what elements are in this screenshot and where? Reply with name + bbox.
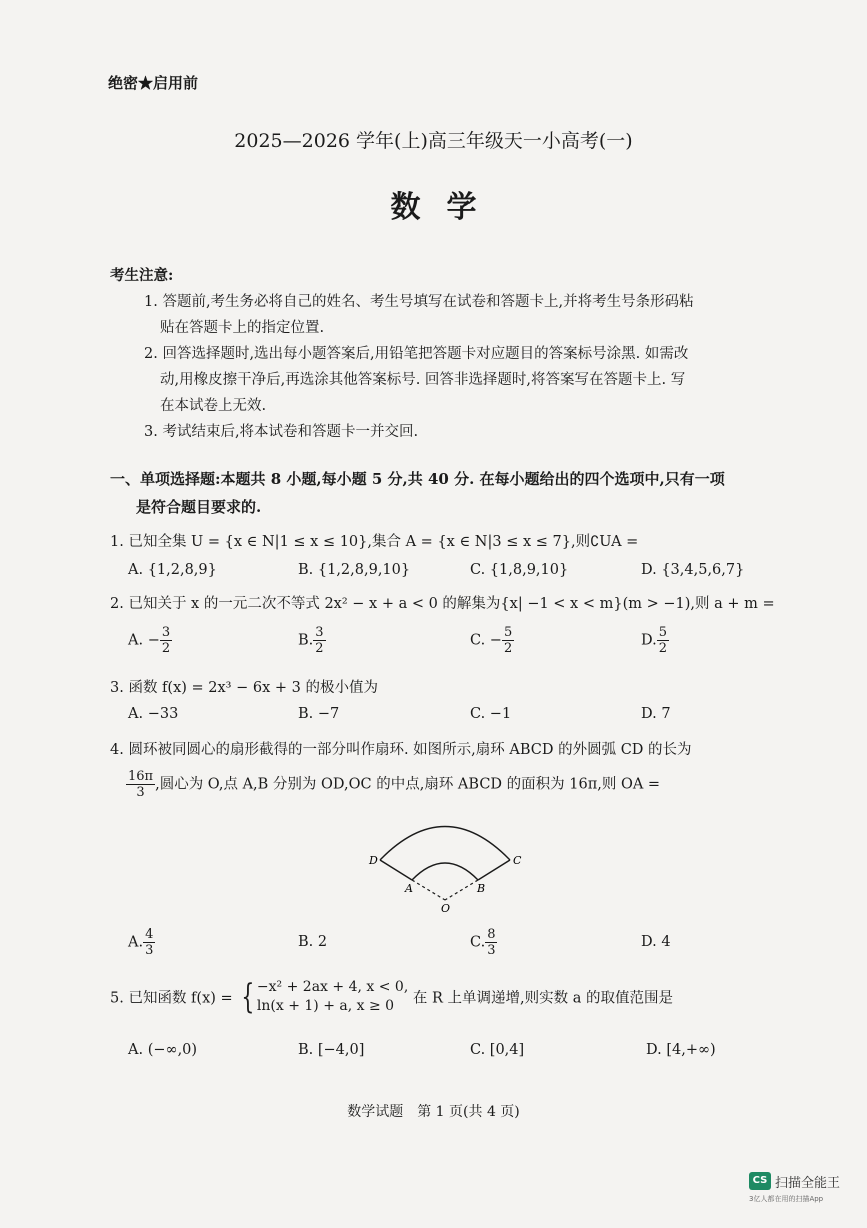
- q4-option-d: D. 4: [641, 934, 671, 950]
- q2-option-c: C. − $\frac{5}{2}$: [470, 625, 513, 656]
- segment-da: [380, 860, 412, 880]
- dashed-bo: [445, 880, 478, 900]
- notice-line-1: 1. 答题前,考生务必将自己的姓名、考生号填写在试卷和答题卡上,并将考生号条形码粘: [144, 294, 694, 310]
- q4-option-c: C. $\frac{8}{3}$: [470, 927, 496, 958]
- fraction: $\frac{5}{2}$: [658, 625, 667, 656]
- fraction: $\frac{8}{3}$: [487, 927, 496, 958]
- q2-option-d: D. $\frac{5}{2}$: [641, 625, 667, 656]
- q3-option-d: D. 7: [641, 706, 671, 722]
- q2-option-b: B. $\frac{3}{2}$: [298, 625, 324, 656]
- label-b: B: [477, 882, 486, 895]
- label-c: C: [513, 854, 522, 867]
- section-heading: 一、单项选择题:本题共 8 小题,每小题 5 分,共 40 分. 在每小题给出的四个选项中,只有一项: [110, 470, 725, 488]
- section-heading-cont: 是符合题目要求的.: [136, 498, 262, 516]
- question-3-stem: 3. 函数 f(x) = 2x³ − 6x + 3 的极小值为: [110, 680, 378, 696]
- q3-option-c: C. −1: [470, 706, 512, 722]
- q4-option-b: B. 2: [298, 934, 328, 950]
- notice-line-3: 2. 回答选择题时,选出每小题答案后,用铅笔把答题卡对应题目的答案标号涂黑. 如需改: [144, 346, 689, 362]
- dashed-ao: [412, 880, 445, 900]
- subject-title: 数学: [390, 190, 503, 225]
- inner-arc-ab: [412, 863, 478, 880]
- camscanner-logo-icon: CS: [749, 1172, 771, 1190]
- q1-option-a: A. {1,2,8,9}: [128, 562, 217, 578]
- question-2-stem: 2. 已知关于 x 的一元二次不等式 2x² − x + a < 0 的解集为{x| −1 < x < m}(m > −1),则 a + m =: [110, 596, 775, 612]
- fraction: $\frac{3}{2}$: [161, 625, 171, 656]
- fraction: $\frac{16\pi}{3}$: [128, 769, 154, 800]
- label-d: D: [369, 854, 378, 867]
- outer-arc-cd: [380, 827, 510, 861]
- q5-option-c: C. [0,4]: [470, 1042, 525, 1058]
- q5-option-d: D. [4,+∞): [646, 1042, 716, 1058]
- q5-option-a: A. (−∞,0): [128, 1042, 198, 1058]
- notice-heading: 考生注意:: [110, 267, 174, 284]
- question-1-stem: 1. 已知全集 U = {x ∈ N|1 ≤ x ≤ 10},集合 A = {x ∈ N|3 ≤ x ≤ 7},则∁UA =: [110, 534, 639, 550]
- label-a: A: [405, 882, 413, 895]
- fraction: $\frac{4}{3}$: [145, 927, 154, 958]
- fraction: $\frac{5}{2}$: [503, 625, 513, 656]
- fraction: $\frac{3}{2}$: [315, 625, 324, 656]
- exam-title: 2025—2026 学年(上)高三年级天一小高考(一): [234, 130, 633, 152]
- q1-option-d: D. {3,4,5,6,7}: [641, 562, 745, 578]
- confidential-mark: 绝密★启用前: [108, 74, 199, 92]
- q4-option-a: A. $\frac{4}{3}$: [128, 927, 154, 958]
- notice-line-2: 贴在答题卡上的指定位置.: [160, 320, 325, 336]
- q3-option-a: A. −33: [128, 706, 179, 722]
- scanner-app-name: 扫描全能王: [775, 1176, 841, 1191]
- q2-option-a: A. − $\frac{3}{2}$: [128, 625, 171, 656]
- brace: {: [241, 977, 255, 1017]
- question-4-stem-cont: $\frac{16\pi}{3}$ ,圆心为 O,点 A,B 分别为 OD,OC 的中点,扇环 ABCD 的面积为 16π,则 OA =: [128, 769, 661, 800]
- notice-line-5: 在本试卷上无效.: [160, 398, 267, 414]
- q1-option-c: C. {1,8,9,10}: [470, 562, 569, 578]
- notice-line-6: 3. 考试结束后,将本试卷和答题卡一并交回.: [144, 424, 419, 440]
- notice-line-4: 动,用橡皮擦干净后,再选涂其他答案标号. 回答非选择题时,将答案写在答题卡上. 写: [160, 372, 686, 388]
- segment-cb: [478, 860, 510, 880]
- annular-sector-figure: [360, 808, 530, 914]
- scanner-tagline: 3亿人都在用的扫描App: [749, 1195, 824, 1203]
- q5-option-b: B. [−4,0]: [298, 1042, 365, 1058]
- q1-option-b: B. {1,2,8,9,10}: [298, 562, 411, 578]
- page-footer: 数学试题 第 1 页(共 4 页): [347, 1104, 520, 1120]
- label-o: O: [441, 902, 451, 914]
- piecewise-function: −x² + 2ax + 4, x < 0, ln(x + 1) + a, x ≥ 0: [256, 979, 409, 1014]
- question-4-stem: 4. 圆环被同圆心的扇形截得的一部分叫作扇环. 如图所示,扇环 ABCD 的外圆弧 CD 的长为: [110, 742, 692, 758]
- question-5-stem: 5. 已知函数 f(x) = { −x² + 2ax + 4, x < 0, ln(x + 1) + a, x ≥ 0 在 R 上单调递增,则实数 a 的取值范围是: [110, 977, 673, 1017]
- q3-option-b: B. −7: [298, 706, 340, 722]
